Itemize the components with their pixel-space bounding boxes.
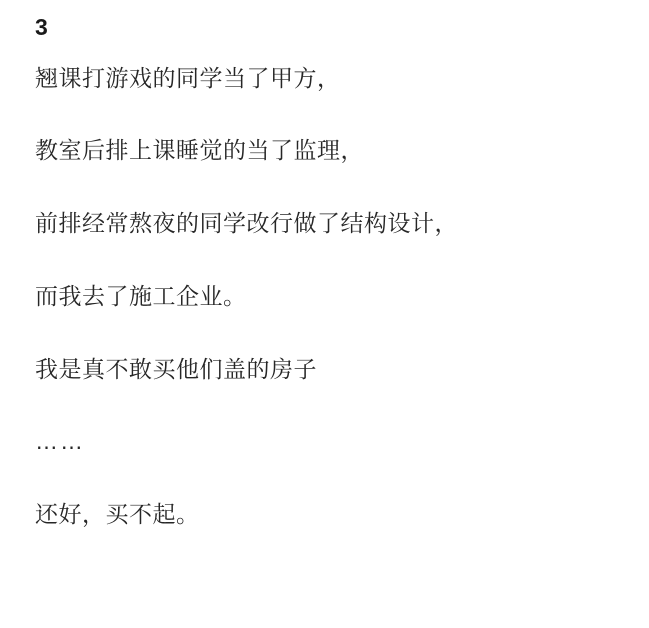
text-line: 前排经常熬夜的同学改行做了结构设计， — [35, 210, 458, 237]
body-text — [35, 64, 619, 529]
page-title: 3 — [35, 14, 49, 40]
text-line: 还好，买不起。 — [35, 501, 200, 528]
text-line: 教室后排上课睡觉的当了监理， — [35, 137, 364, 164]
text-line-ellipsis: …… — [35, 428, 85, 455]
text-line: 翘课打游戏的同学当了甲方， — [35, 64, 341, 91]
text-line: 我是真不敢买他们盖的房子 — [35, 355, 317, 382]
text-line: 而我去了施工企业。 — [35, 282, 247, 309]
